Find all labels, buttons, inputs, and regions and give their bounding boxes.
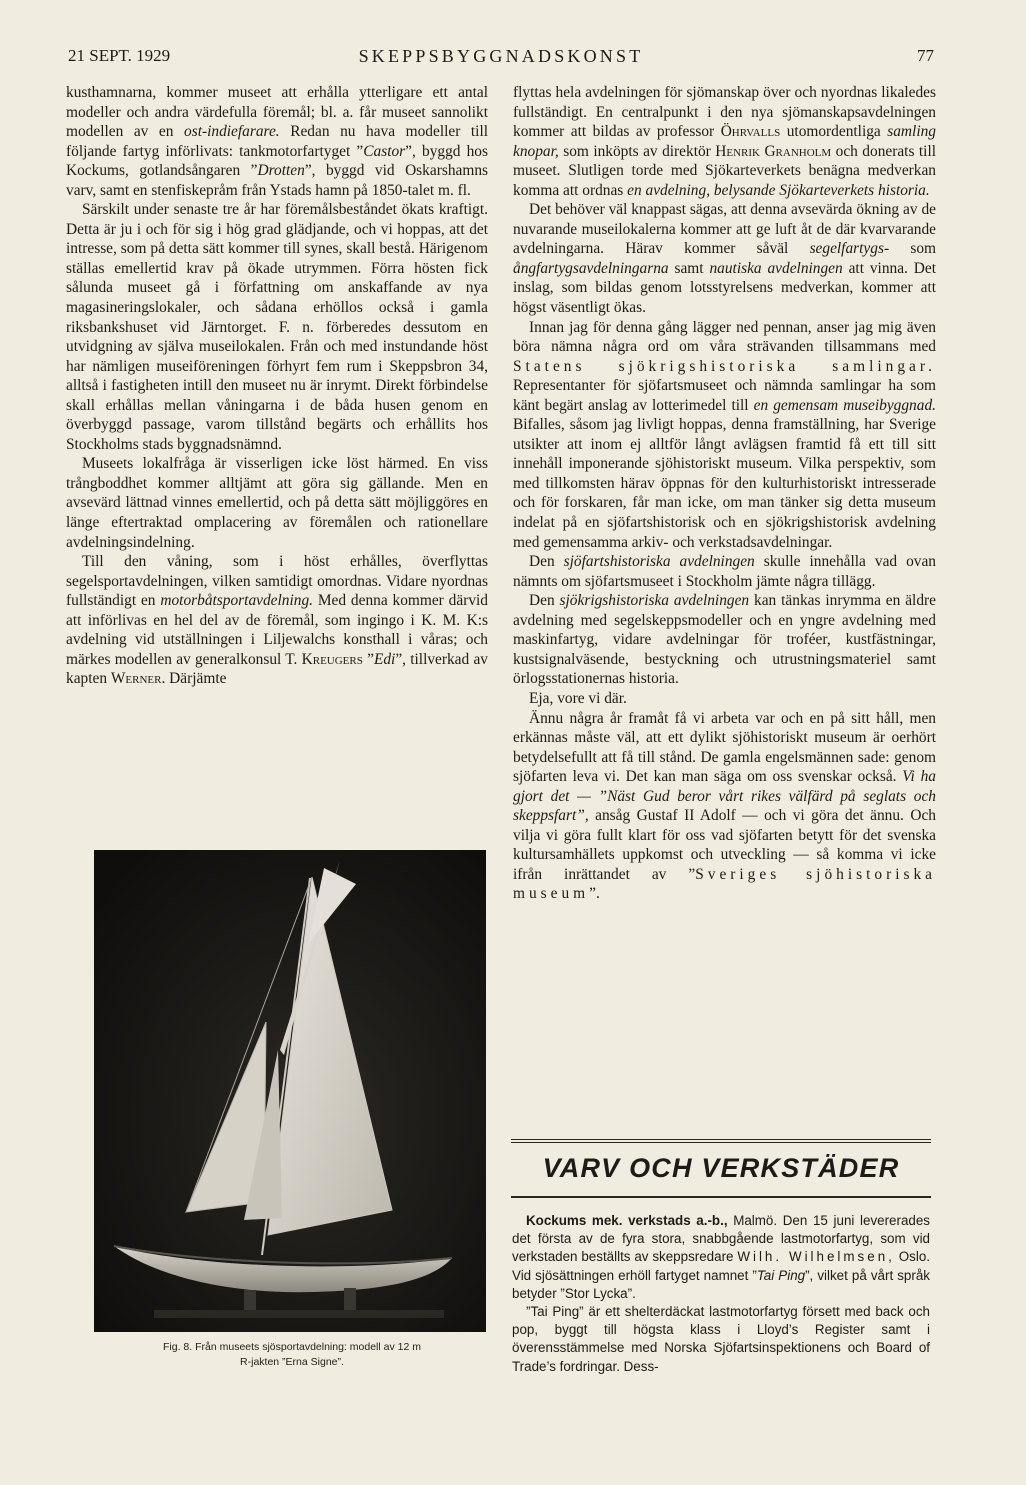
journal-title: SKEPPSBYGGNADSKONST [358,46,644,66]
sailboat-model-icon [94,850,486,1332]
paragraph: Eja, vore vi där. [529,689,627,707]
paragraph: Innan jag för denna gång lägger ned pennan, anser jag mig även böra nämna några ord om våra strävanden tillsammans med Statens sjökrigshistoriska samlingar. Representanter för sjöfartsmuseet och nämnda samlingar ha som känt begärt anslag av lotterimedel till en gemensam museibyggnad. Bifalles, såsom jag livligt hoppas, denna framställning, har Sverige utsikter att inom ej alltför långt avlägsen framtid få ett till sitt innehåll imponerande sjöhistoriskt museum. Vilka perspektiv, som med tillkomsten härav öppnas för den kulturhistoriskt intresserade och för forskaren, får man icke, om man tänker sig detta museum indelat på en sjöfartshistorisk och en sjökrigshistorisk avdelning med gemensamma arkiv- och verkstadsavdelningar. [513,318,936,551]
running-header [68,44,934,72]
paragraph: Museets lokalfråga är visserligen icke löst härmed. En viss trångboddhet kommer alltjämt att göra sig gällande. Men en avsevärd lättnad vinnes emellertid, och på detta sätt möjliggöres en länge eftertraktad omplacering av föremålen och rationellare avdelningsindelning. [66,455,488,551]
paragraph: Den sjökrigshistoriska avdelningen kan tänkas inrymma en äldre avdelning med segelskeppsmodeller och en yngre avdelning med maskinfartyg, vidare avdelningar för troféer, kustfästningar, kustsignalväsende, bestyckning och utrustningsmateriel samt örlogsstationernas historia. [513,592,936,688]
news-item: ”Tai Ping” är ett shelterdäckat lastmotorfartyg försett med back och pop, byggt till högsta klass i Lloyd’s Register samt i överensstämmelse med Norska Sjöfartsinspektionens och Board of Trade’s fordringar. Dess- [512,1304,930,1374]
paragraph: Till den våning, som i höst erhålles, överflyttas segelsportavdelningen, vilken samtidigt omordnas. Vidare nyordnas fullständigt en motorbåtsportavdelning. Med denna kommer därvid att införlivas en hel del av de föremål, som ingingo i K. M. K:s avdelning vid utställningen i Liljewalchs konsthall i våras; och märkes modellen av generalkonsul T. Kreugers ”Edi”, tillverkad av kapten Werner. Därjämte [66,553,488,688]
section-rule-top [511,1139,931,1140]
paragraph: Ännu några år framåt få vi arbeta var och en på sitt håll, men erkännas måste väl, att ett dylikt sjöhistoriskt museum är oerhört betydelsefullt att få till stånd. De gamla engelsmännen sade: genom sjöfarten leva vi. Det kan man säga om oss svenskar också. Vi ha gjort det — ”Näst Gud beror vårt rikes välfärd på seglats och skeppsfart”, ansåg Gustaf II Adolf — och vi göra det ännu. Och vilja vi göra fullt klart för oss vad sjöfarten betytt för det svenska kultursamhällets uppkomst och utveckling — så komma vi icke ifrån inrättandet av ”Sveriges sjöhistoriska museum”. [513,709,936,903]
paragraph: Det behöver väl knappast sägas, att denna avsevärda ökning av de nuvarande museilokalerna kommer att ge luft åt de där kvarvarande avdelningarna. Härav kommer såväl segelfartygs- som ångfartygsavdelningarna samt nautiska avdelningen att vinna. Det inslag, som bildas genom lotsstyrelsens medverkan, kommer att högst väsentligt ökas. [513,201,937,317]
left-column [66,83,488,689]
sailboat-model-photo [94,850,486,1332]
right-column [513,83,936,904]
page-number: 77 [917,46,934,65]
paragraph: kusthamnarna, kommer museet att erhålla ytterligare ett antal modeller och andra värdefulla föremål; bl. a. får museet sannolikt modellen av en ost-indiefarare. Redan nu hava modeller till följande fartyg införlivats: tankmotorfartyget ”Castor”, byggd hos Kockums, gotlandsångaren ”Drotten”, byggd vid Oskarshamns varv, samt en stenfiskepråm från Ystads hamn på 1850-talet m. fl. [66,84,489,199]
paragraph: Den sjöfartshistoriska avdelningen skulle innehålla vad ovan nämnts om sjöfartsmuseet i Stockholm jämte några tillägg. [513,553,937,590]
news-item: Kockums mek. verkstads a.-b., Malmö. Den 15 juni levererades det första av de fyra stora, snabbgående lastmotorfartyg, som vid verkstaden beställts av skeppsredare Wilh. Wilhelmsen, Oslo. Vid sjösättningen erhöll fartyget namnet ”Tai Ping”, vilket på vårt språk betyder ”Stor Lycka”. [512,1213,930,1301]
section-rule-bottom [511,1196,931,1198]
paragraph: Särskilt under senaste tre år har föremålsbeståndet ökats kraftigt. Detta är ju i och för sig i hög grad glädjande, och vi hoppas, att det intresse, som på detta sätt kommer till synes, skall bestå. Härigenom ställas emellertid krav på ökade utrymmen. Förra hösten fick sålunda museet gå i författning om anskaffande av nya magasineringslokaler, och sådana erhöllos också i gamla riksbankshuset vid Järntorget. F. n. förberedes dessutom en utvidgning av själva museilokalen. Från och med instundande höst har nämligen museiföreningen förhyrt fem rum i Skeppsbron 34, alltså i fastigheten intill den museet nu är inrymt. Direkt förbindelse skall erhållas mellan våningarna i de båda husen genom en överbyggd passage, varom tillstånd begärts och erhållits hos Stockholms stads byggnadsnämnd. [66,201,488,453]
issue-date: 21 SEPT. 1929 [68,46,171,65]
figure-caption: Fig. 8. Från museets sjösportavdelning: modell av 12 m R-jakten ”Erna Signe”. [163,1341,421,1368]
news-column [512,1212,930,1376]
section-heading: VARV OCH VERKSTÄDER [542,1153,900,1183]
paragraph: flyttas hela avdelningen för sjömanskap över och nyordnas likaledes fullständigt. En centralpunkt i den nya sjömanskapsavdelningen kommer att bildas av professor Öhrvalls utomordentliga samling knopar, som inköpts av direktör Henrik Granholm och donerats till museet. Slutligen torde med Sjökarteverkets benägna medverkan komma att ordnas en avdelning, belysande Sjökarteverkets historia. [513,84,937,199]
